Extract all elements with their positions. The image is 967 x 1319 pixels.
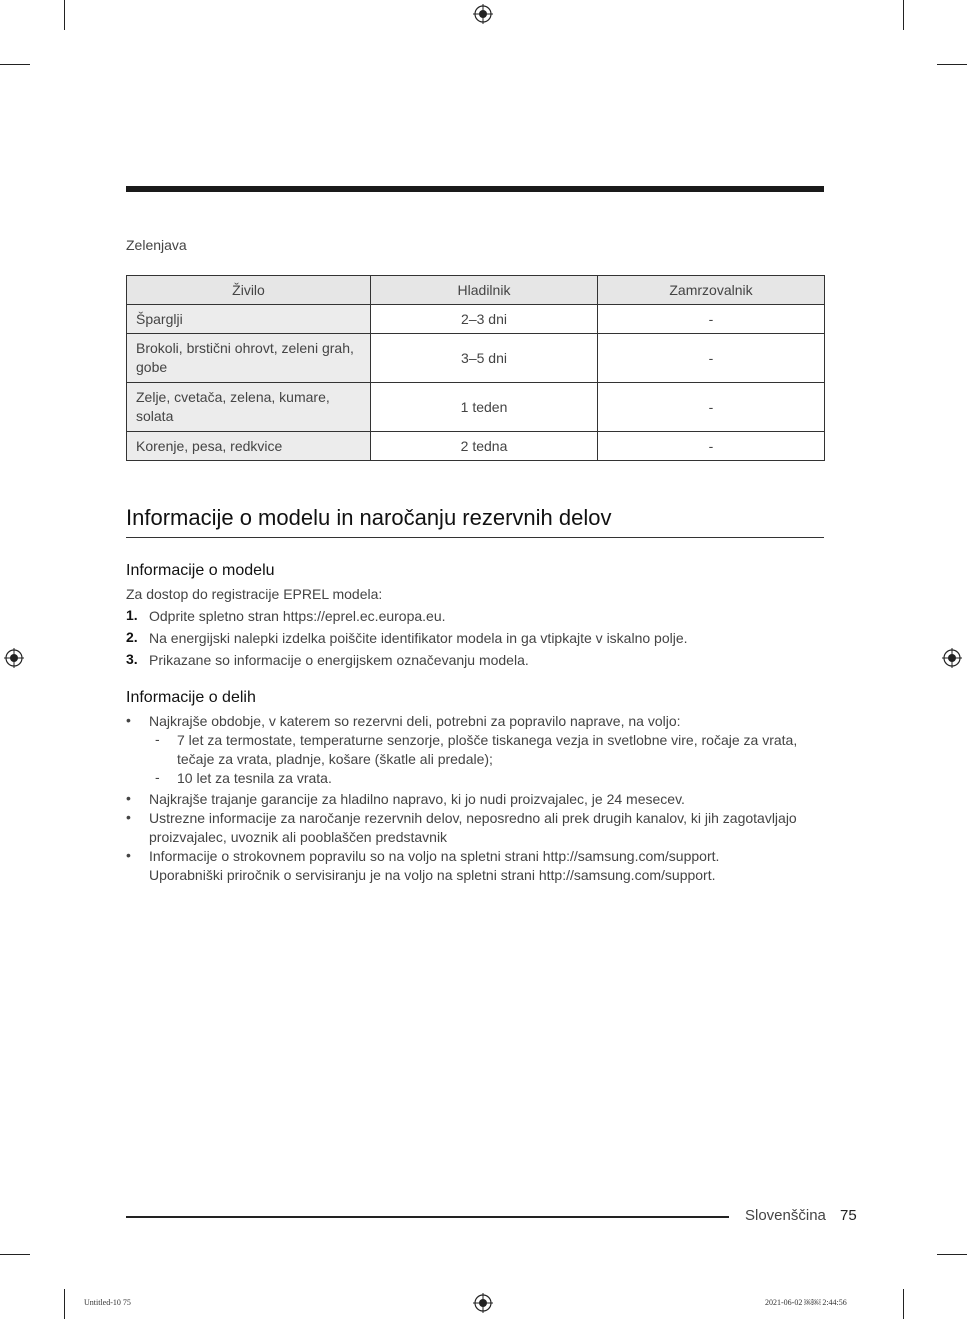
heading-rule: [126, 537, 824, 538]
print-slug-left: Untitled-10 75: [84, 1298, 131, 1307]
bullet-text: Ustrezne informacije za naročanje rezervnih delov, neposredno ali prek drugih kanalov, ki jih zagotavljajo proizvajalec, uvoznik ali pooblaščen predstavnik: [149, 810, 797, 845]
cell-fridge: 2–3 dni: [371, 305, 598, 334]
table-caption: Zelenjava: [126, 237, 187, 253]
table-row: [127, 305, 825, 334]
header-bar: [126, 186, 824, 192]
storage-table: [126, 275, 825, 461]
cell-freezer: -: [598, 334, 825, 383]
cell-food: Korenje, pesa, redkvice: [127, 432, 371, 461]
bullet-text: Najkrajše obdobje, v katerem so rezervni deli, potrebni za popravilo naprave, na voljo:: [149, 713, 681, 729]
crop-mark: [64, 0, 65, 30]
step-text: Prikazane so informacije o energijskem označevanju modela.: [149, 652, 529, 668]
cell-freezer: -: [598, 305, 825, 334]
table-header-row: [127, 276, 825, 305]
registration-mark-icon: [473, 1293, 493, 1313]
bullet: •: [126, 847, 131, 863]
bullet: •: [126, 809, 131, 825]
crop-mark: [0, 1254, 30, 1255]
crop-mark: [903, 1289, 904, 1319]
crop-mark: [937, 1254, 967, 1255]
cell-fridge: 3–5 dni: [371, 334, 598, 383]
cell-food: Brokoli, brstični ohrovt, zeleni grah, gobe: [127, 334, 371, 383]
footer-rule: [126, 1216, 729, 1218]
crop-mark: [937, 64, 967, 65]
dash: -: [155, 769, 160, 785]
cell-fridge: 1 teden: [371, 383, 598, 432]
dash: -: [155, 731, 160, 747]
step-number: 3.: [126, 651, 138, 667]
step-number: 1.: [126, 607, 138, 623]
cell-food: Zelje, cvetača, zelena, kumare, solata: [127, 383, 371, 432]
registration-mark-icon: [942, 648, 962, 668]
header-food: Živilo: [127, 276, 371, 305]
table-row: [127, 383, 825, 432]
model-info-intro: Za dostop do registracije EPREL modela:: [126, 586, 383, 602]
cell-fridge: 2 tedna: [371, 432, 598, 461]
cell-freezer: -: [598, 432, 825, 461]
table-row: [127, 334, 825, 383]
model-info-title: Informacije o modelu: [126, 562, 275, 579]
registration-mark-icon: [473, 4, 493, 24]
section-heading: Informacije o modelu in naročanju rezervnih delov: [126, 505, 612, 530]
footer-language: Slovenščina: [745, 1207, 826, 1224]
bullet-text: Informacije o strokovnem popravilu so na voljo na spletni strani http://samsung.com/support.: [149, 848, 720, 864]
step-text: Odprite spletno stran https://eprel.ec.europa.eu.: [149, 608, 446, 624]
bullet-text-continued: Uporabniški priročnik o servisiranju je na voljo na spletni strani http://samsung.com/support.: [149, 867, 716, 883]
crop-mark: [0, 64, 30, 65]
table-row: [127, 432, 825, 461]
bullet: •: [126, 712, 131, 728]
header-fridge: Hladilnik: [371, 276, 598, 305]
dash-text: 10 let za tesnila za vrata.: [177, 770, 332, 786]
header-freezer: Zamrzovalnik: [598, 276, 825, 305]
step-number: 2.: [126, 629, 138, 645]
parts-info-title: Informacije o delih: [126, 689, 256, 706]
crop-mark: [903, 0, 904, 30]
bullet: •: [126, 790, 131, 806]
cell-food: Šparglji: [127, 305, 371, 334]
print-slug-right: 2021-06-02 ￼￼ 2:44:56: [765, 1298, 847, 1307]
dash-text: 7 let za termostate, temperaturne senzorje, plošče tiskanega vezja in svetlobne vire, ročaje za vrata, tečaje za vrata, pladnje, košare (škatle ali predale);: [177, 732, 798, 767]
page-number: 75: [840, 1207, 857, 1224]
step-text: Na energijski nalepki izdelka poiščite identifikator modela in ga vtipkajte v iskalno polje.: [149, 630, 688, 646]
cell-freezer: -: [598, 383, 825, 432]
crop-mark: [64, 1289, 65, 1319]
bullet-text: Najkrajše trajanje garancije za hladilno napravo, ki jo nudi proizvajalec, je 24 mesecev.: [149, 791, 685, 807]
registration-mark-icon: [4, 648, 24, 668]
